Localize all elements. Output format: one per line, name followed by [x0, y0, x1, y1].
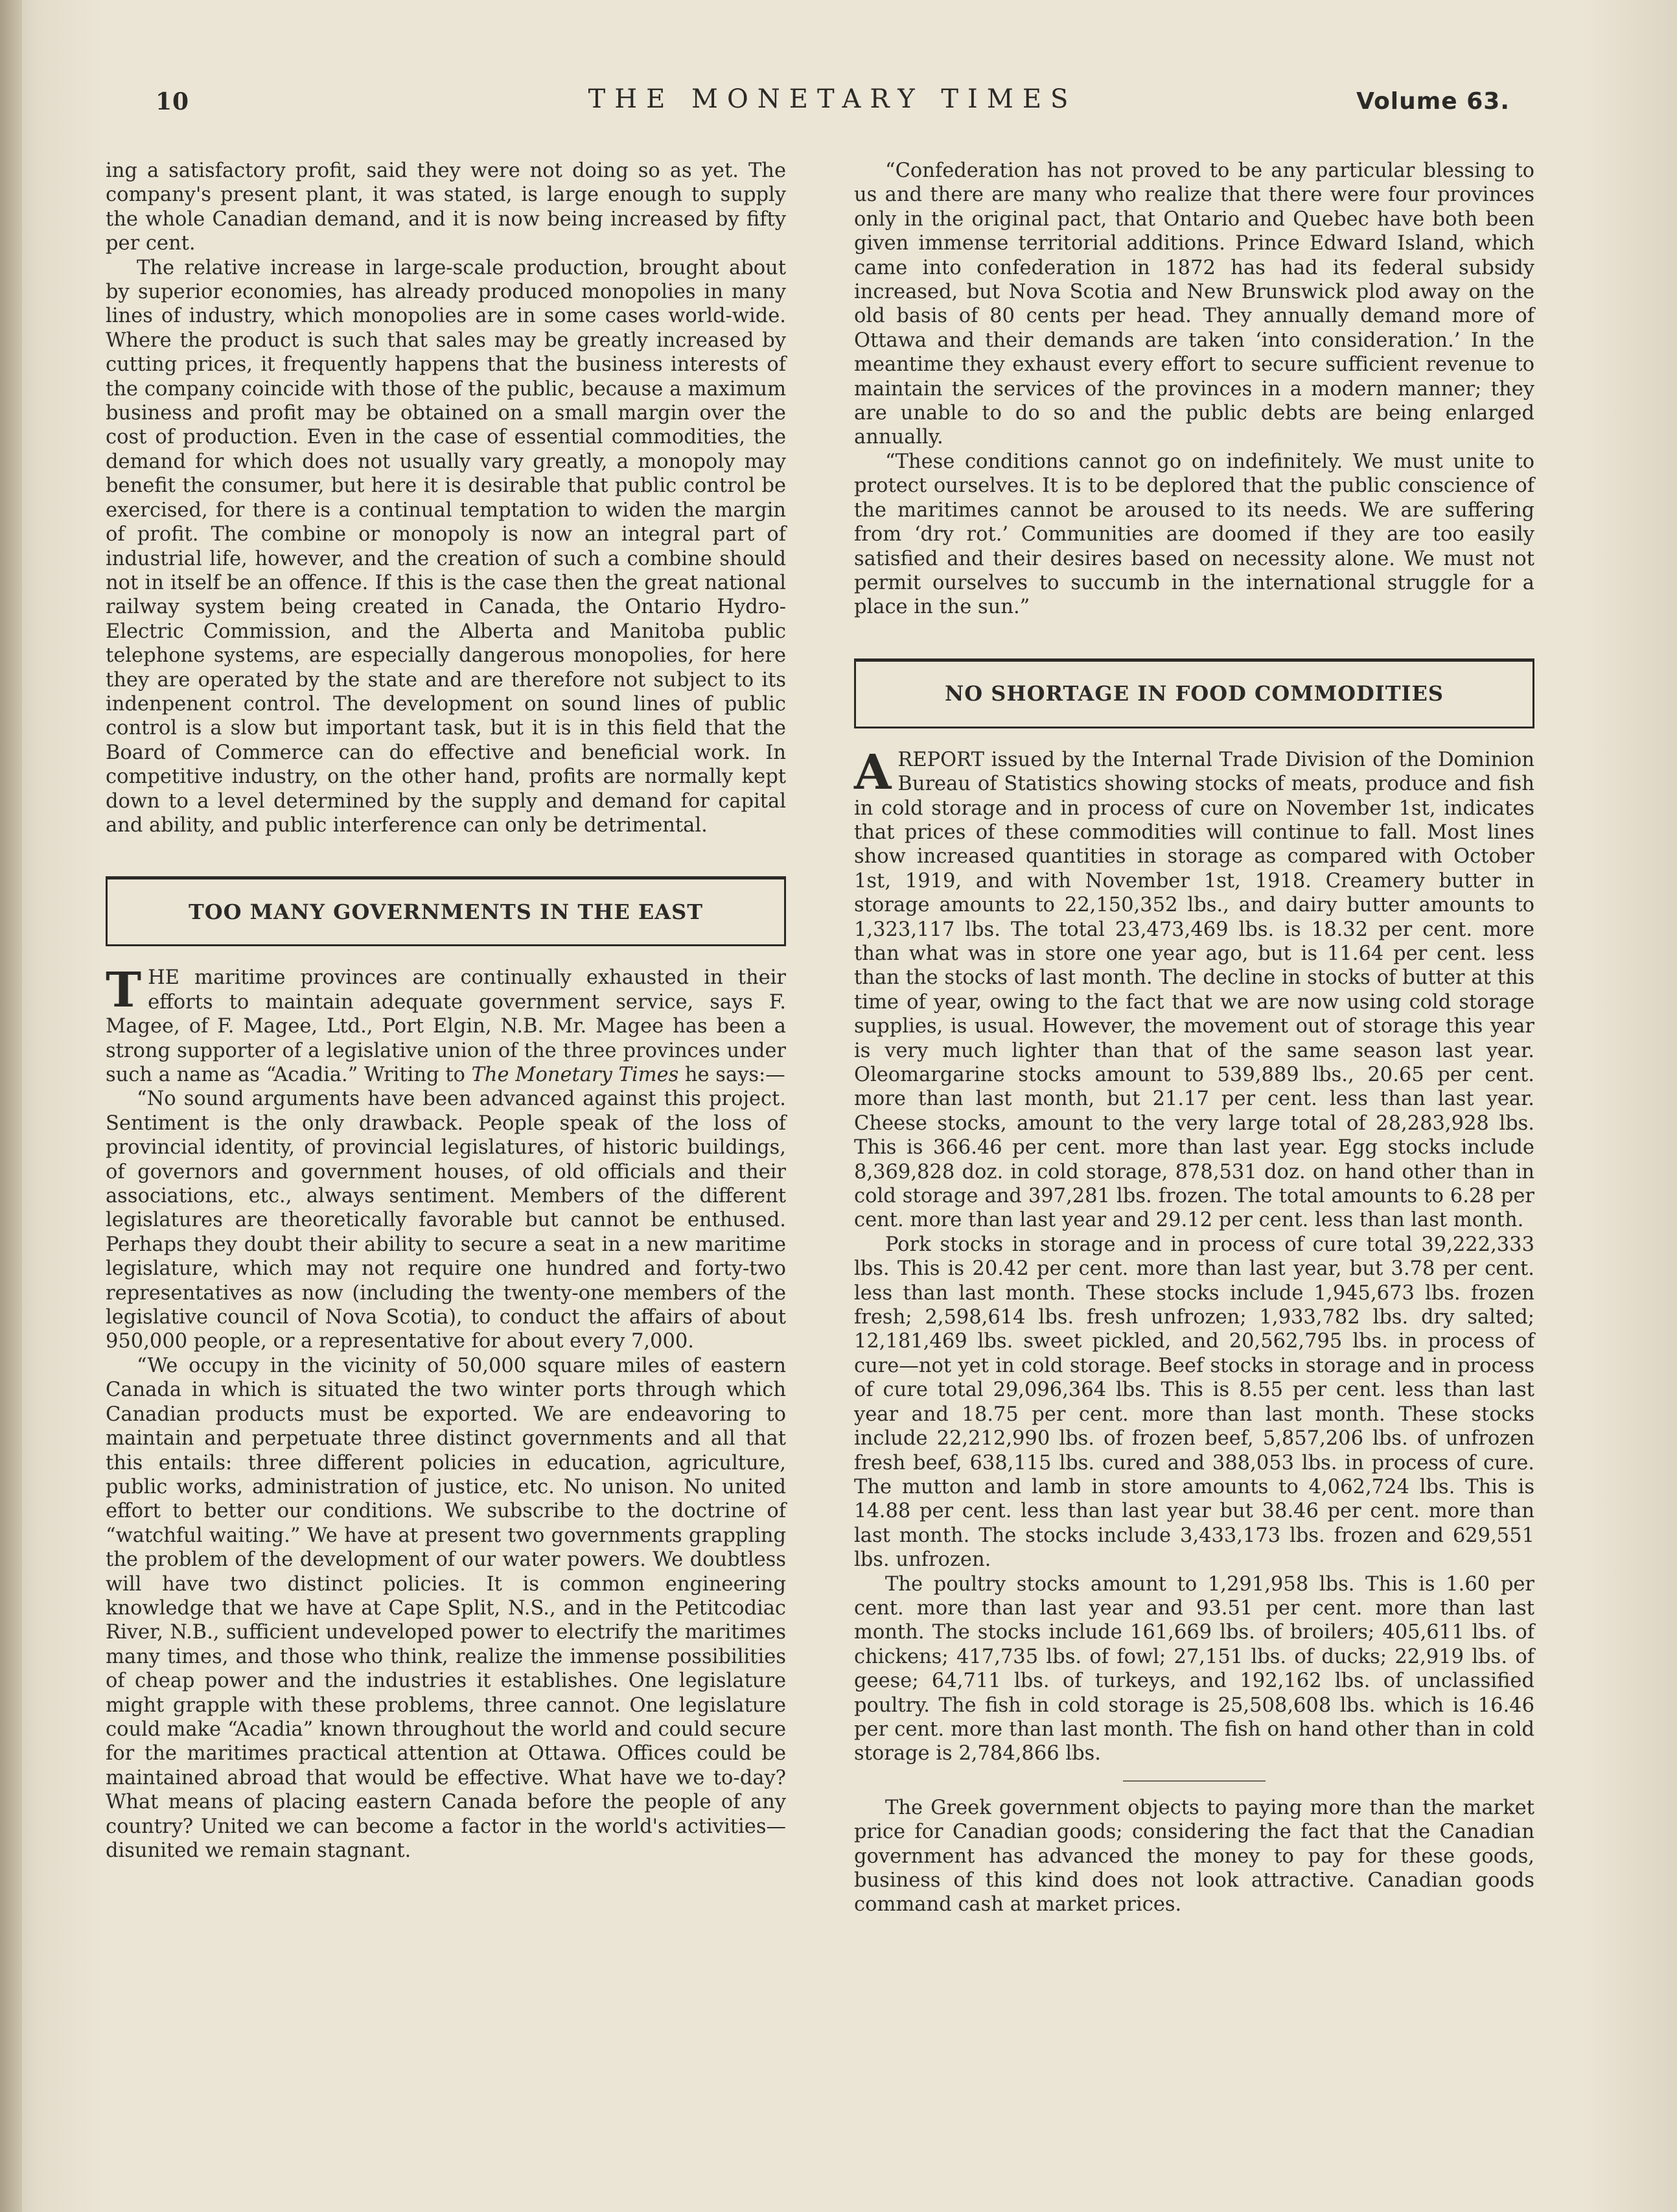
page-header [156, 83, 1510, 122]
right-paragraph-1: “Confederation has not proved to be any particular blessing to us and there are many who realize that there were four provinces only in the original pact, that Ontario and Quebec have both been given immense territorial additions. Prince Edward Island, which came into confederation in 1872 has had its federal subsidy increased, but Nova Scotia and New Brunswick plod away on the old basis of 80 cents per head. They annually demand more of Ottawa and their demands are taken ‘into consideration.’ In the meantime they exhaust every effort to secure sufficient revenue to maintain the services of the provinces in a modern manner; they are unable to do so and the public debts are being enlarged annually. [854, 159, 1534, 449]
publication-title: THE MONETARY TIMES [588, 84, 1078, 114]
page-number: 10 [156, 88, 190, 115]
right-paragraph-3-text: REPORT issued by the Internal Trade Division of the Dominion Bureau of Statistics showing stocks of meats, produce and fish in cold storage and in process of cure on November 1st, indicates that prices of these commodities will continue to fall. Most lines show increased quantities in storage as compared with October 1st, 1919, and with November 1st, 1918. Creamery butter in storage amounts to 22,150,352 lbs., and dairy butter amounts to 1,323,117 lbs. The total 23,473,469 lbs. is 18.32 per cent. more than what was in store one year ago, but is 11.64 per cent. less than the stocks of last month. The decline in stocks of butter at this time of year, owing to the fact that we are now using cold storage supplies, is usual. However, the movement out of storage this year is very much lighter than that of the same season last year. Oleomargarine stocks amount to 539,889 lbs., 20.65 per cent. more than last month, but 21.17 per cent. less than last year. Cheese stocks, amount to the very large total of 28,283,928 lbs. This is 366.46 per cent. more than last year. Egg stocks include 8,369,828 doz. in cold storage, 878,531 doz. on hand other than in cold storage and 397,281 lbs. frozen. The total amounts to 6.28 per cent. more than last year and 29.12 per cent. less than last month. [854, 748, 1534, 1232]
volume-label: Volume 63. [1356, 88, 1510, 115]
left-paragraph-5: “We occupy in the vicinity of 50,000 square miles of eastern Canada in which is situated the two winter ports through which Canadian products must be exported. We are endeavoring to maintain and perpetuate three distinct governments and all that this entails: three different policies in education, agriculture, public works, administration of justice, etc. No unison. No united effort to better our conditions. We subscribe to the doctrine of “watchful waiting.” We have at present two governments grappling the problem of the development of our water powers. We doubtless will have two distinct policies. It is common engineering knowledge that we have at Cape Split, N.S., and in the Petitcodiac River, N.B., sufficient undeveloped power to electrify the maritimes many times, and those who think, realize the immense possibilities of cheap power and the industries it establishes. One legislature might grapple with these problems, three cannot. One legislature could make “Acadia” known throughout the world and could secure for the maritimes practical attention at Ottawa. Offices could be maintained abroad that would be effective. What have we to-day? What means of placing eastern Canada before the people of any country? United we can become a factor in the world's activities—disunited we remain stagnant. [106, 1354, 786, 1862]
drop-cap-a: A [854, 744, 892, 800]
left-paragraph-3 [106, 962, 786, 1087]
right-column [854, 159, 1534, 1917]
left-paragraph-1: ing a satisfactory profit, said they were not doing so as yet. The company's present plant, it was stated, is large enough to supply the whole Canadian demand, and it is now being increased by fifty per cent. [106, 159, 786, 255]
right-paragraph-6: The Greek government objects to paying more than the market price for Canadian goods; considering the fact that the Canadian government has advanced the money to pay for these goods, business of this kind does not look attractive. Canadian goods command cash at market prices. [854, 1796, 1534, 1916]
drop-cap-t: T [106, 962, 142, 1019]
section-heading-governments [106, 876, 786, 946]
section-heading-food-text: NO SHORTAGE IN FOOD COMMODITIES [944, 681, 1444, 706]
binding-edge [0, 0, 22, 2212]
section-divider [1123, 1780, 1266, 1782]
left-column [106, 159, 786, 1863]
publication-name-italic: The Monetary Times [471, 1064, 679, 1086]
right-paragraph-2: “These conditions cannot go on indefinitely. We must unite to protect ourselves. It is to be deplored that the public conscience of the maritimes cannot be aroused to its needs. We are suffering from ‘dry rot.’ Communities are doomed if they are too easily satisfied and their desires based on necessity alone. We must not permit ourselves to succumb in the international struggle for a place in the sun.” [854, 450, 1534, 619]
section-heading-governments-text: TOO MANY GOVERNMENTS IN THE EAST [188, 899, 704, 924]
section-heading-food [854, 658, 1534, 728]
left-paragraph-4: “No sound arguments have been advanced against this project. Sentiment is the only drawback. People speak of the loss of provincial identity, of provincial legislatures, of historic buildings, of governors and government houses, of old officials and their associations, etc., always sentiment. Members of the different legislatures are theoretically favorable but cannot be enthused. Perhaps they doubt their ability to secure a seat in a new maritime legislature, which may not require one hundred and forty-two representatives as now (including the twenty-one members of the legislative council of Nova Scotia), to conduct the affairs of about 950,000 people, or a representative for about every 7,000. [106, 1088, 786, 1353]
left-paragraph-3-text: HE maritime provinces are continually exhausted in their efforts to maintain adequate government service, says F. Magee, of F. Magee, Ltd., Port Elgin, N.B. Mr. Magee has been a strong supporter of a legislative union of the three provinces under such a name as “Acadia.” Writing to [106, 966, 786, 1086]
right-paragraph-4: Pork stocks in storage and in process of cure total 39,222,333 lbs. This is 20.42 per cent. more than last year, but 3.78 per cent. less than last month. These stocks include 1,945,673 lbs. frozen fresh; 2,598,614 lbs. fresh unfrozen; 1,933,782 lbs. dry salted; 12,181,469 lbs. sweet pickled, and 20,562,795 lbs. in process of cure—not yet in cold storage. Beef stocks in storage and in process of cure total 29,096,364 lbs. This is 8.55 per cent. less than last year and 18.75 per cent. more than last month. These stocks include 22,212,990 lbs. of frozen beef, 5,857,206 lbs. of unfrozen fresh beef, 638,115 lbs. cured and 388,053 lbs. in process of cure. The mutton and lamb in store amounts to 4,062,724 lbs. This is 14.88 per cent. less than last year but 38.46 per cent. more than last month. The stocks include 3,433,173 lbs. frozen and 629,551 lbs. unfrozen. [854, 1233, 1534, 1572]
left-paragraph-2: The relative increase in large-scale production, brought about by superior economies, has already produced monopolies in many lines of industry, which monopolies are in some cases world-wide. Where the product is such that sales may be greatly increased by cutting prices, it frequently happens that the business interests of the company coincide with those of the public, because a maximum business and profit may be obtained on a small margin over the cost of production. Even in the case of essential commodities, the demand for which does not usually vary greatly, a monopoly may benefit the consumer, but here it is desirable that public control be exercised, for there is a continual temptation to widen the margin of profit. The combine or monopoly is now an integral part of industrial life, however, and the creation of such a combine should not in itself be an offence. If this is the case then the great national railway system being created in Canada, the Ontario Hydro-Electric Commission, and the Alberta and Manitoba public telephone systems, are especially dangerous monopolies, for here they are operated by the state and are therefore not subject to its indenpenent control. The development on sound lines of public control is a slow but important task, but it is in this field that the Board of Commerce can do effective and beneficial work. In competitive industry, on the other hand, profits are normally kept down to a level determined by the supply and demand for capital and ability, and public interference can only be detrimental. [106, 256, 786, 837]
left-paragraph-3-end: he says:— [678, 1064, 785, 1086]
right-paragraph-5: The poultry stocks amount to 1,291,958 lbs. This is 1.60 per cent. more than last year and 93.51 per cent. more than last month. The stocks include 161,669 lbs. of broilers; 405,611 lbs. of chickens; 417,735 lbs. of fowl; 27,151 lbs. of ducks; 22,919 lbs. of geese; 64,711 lbs. of turkeys, and 192,162 lbs. of unclassified poultry. The fish in cold storage is 25,508,608 lbs. which is 16.46 per cent. more than last month. The fish on hand other than in cold storage is 2,784,866 lbs. [854, 1572, 1534, 1765]
right-paragraph-3 [854, 744, 1534, 1233]
